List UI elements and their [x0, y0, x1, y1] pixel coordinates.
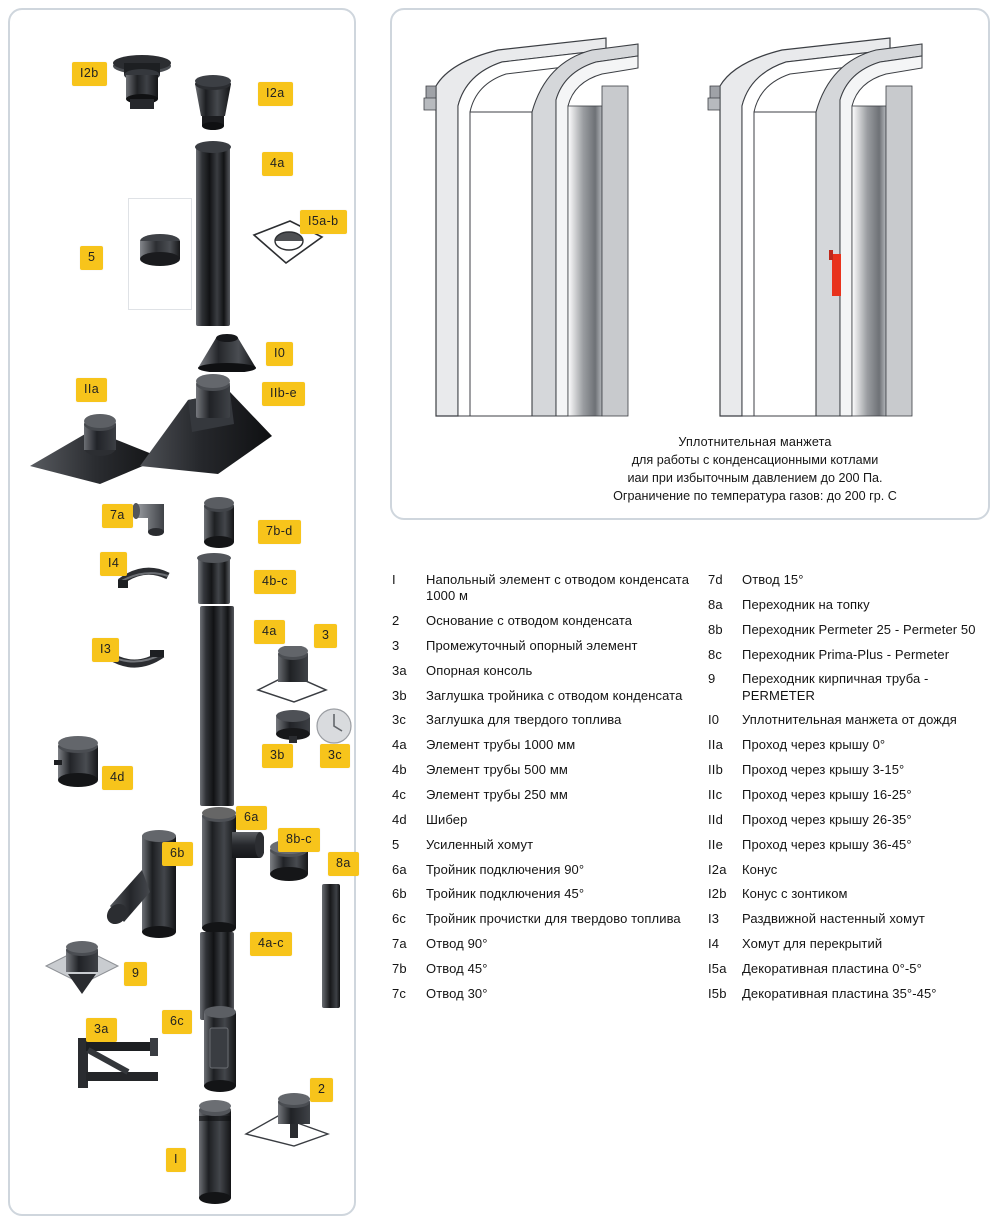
legend-item — [388, 886, 708, 902]
legend-code: 4a — [392, 737, 407, 753]
tag-12a: I2a — [258, 82, 293, 106]
legend-item — [704, 762, 1000, 778]
legend-code: I5b — [708, 985, 727, 1001]
legend-label: Заглушка для твердого топлива — [426, 712, 622, 728]
sealing-collar-highlight — [832, 254, 841, 296]
legend-item — [704, 712, 1000, 728]
tag-7b-d: 7b-d — [258, 520, 301, 544]
part-graphic-4d-damper — [52, 736, 104, 792]
legend-code: I0 — [708, 712, 720, 728]
legend-label: Хомут для перекрытий — [742, 936, 883, 952]
legend-item — [704, 986, 1000, 1002]
cutaway-diagram-right — [690, 26, 958, 426]
legend-code: 4d — [392, 811, 407, 827]
part-graphic-9-brick-adapter — [42, 936, 122, 998]
legend-code: 8c — [708, 646, 723, 662]
part-graphic-10-rain-collar — [190, 332, 264, 372]
legend-code: 4c — [392, 787, 407, 802]
legend-code: IIe — [708, 836, 724, 852]
legend-item — [704, 961, 1000, 977]
legend-label: Промежуточный опорный элемент — [426, 637, 638, 653]
part-graphic-12b-cone-with-umbrella — [110, 52, 174, 114]
tag-4a-mid: 4a — [254, 620, 285, 644]
legend-item — [388, 911, 708, 927]
legend-label-sub: 1000 м — [426, 588, 469, 604]
legend-column-left — [388, 572, 708, 1011]
tag-3c: 3c — [320, 744, 350, 768]
legend-item — [388, 688, 708, 704]
legend-label: Отвод 30° — [426, 985, 488, 1001]
legend-item — [388, 986, 708, 1002]
legend-label: Отвод 90° — [426, 936, 488, 952]
caption-line-4: Ограничение по температура газов: до 200 гр. С — [613, 488, 897, 503]
legend-item — [388, 638, 708, 654]
legend-label: Элемент трубы 1000 мм — [426, 737, 576, 753]
legend-code: 3 — [392, 637, 400, 653]
part-graphic-8a-furnace-adapter — [322, 884, 340, 1008]
legend-code: 8a — [708, 596, 723, 612]
legend-code: 7c — [392, 985, 407, 1001]
legend-item — [388, 663, 708, 679]
legend-code: 3c — [392, 712, 407, 728]
part-graphic-7b-d-elbows — [196, 496, 242, 548]
legend-item — [704, 911, 1000, 927]
legend-item — [704, 647, 1000, 663]
legend-item — [704, 671, 1000, 704]
legend-label: Проход через крышу 36-45° — [742, 836, 912, 852]
legend-label: Переходник на топку — [742, 596, 870, 612]
legend-code: 3a — [392, 662, 407, 678]
legend-item — [388, 572, 708, 605]
part-graphic-6c-cleaning-tee — [198, 1004, 242, 1094]
legend-label: Переходник кирпичная труба - PERMETER — [742, 671, 929, 703]
legend-code: 6b — [392, 886, 407, 902]
legend-item — [704, 597, 1000, 613]
legend — [388, 572, 996, 1001]
legend-code: I4 — [708, 936, 720, 952]
legend-label: Конус с зонтиком — [742, 886, 848, 902]
part-graphic-3-support — [256, 646, 328, 704]
legend-column-right — [704, 572, 1000, 1011]
part-graphic-1-floor-element — [192, 1096, 238, 1206]
legend-label — [426, 572, 708, 605]
tag-15a-b: I5a-b — [300, 210, 347, 234]
tag-4d: 4d — [102, 766, 133, 790]
legend-label: Проход через крышу 0° — [742, 737, 886, 753]
legend-code: 7a — [392, 936, 407, 952]
legend-code: 4b — [392, 762, 407, 778]
legend-label: Тройник прочистки для твердово топлива — [426, 911, 681, 927]
legend-item — [704, 936, 1000, 952]
tag-5: 5 — [80, 246, 103, 270]
legend-label: Уплотнительная манжета от дождя — [742, 712, 957, 728]
legend-item — [388, 762, 708, 778]
legend-label: Декоративная пластина 0°-5° — [742, 960, 922, 976]
legend-code: 6a — [392, 861, 407, 877]
legend-item — [704, 837, 1000, 853]
legend-label: Конус — [742, 861, 778, 877]
legend-code: I5a — [708, 960, 727, 976]
part-graphic-12a-cone — [189, 72, 237, 130]
part-graphic-5-clamp — [134, 232, 186, 270]
legend-code: I — [392, 572, 396, 587]
legend-label: Переходник Permeter 25 - Permeter 50 — [742, 621, 976, 637]
tag-4a-top: 4a — [262, 152, 293, 176]
sealing-collar-detail-panel — [390, 8, 990, 520]
legend-code: 2 — [392, 613, 400, 629]
legend-code: 9 — [708, 671, 716, 687]
legend-item — [388, 712, 708, 728]
legend-label: Элемент трубы 250 мм — [426, 787, 568, 802]
tag-6a: 6a — [236, 806, 267, 830]
tag-2: 2 — [310, 1078, 333, 1102]
legend-code: 3b — [392, 687, 407, 703]
tag-6b: 6b — [162, 842, 193, 866]
legend-label: Раздвижной настенный хомут — [742, 911, 925, 927]
exploded-view-panel — [8, 8, 356, 1216]
part-graphic-4b-c-pipe — [198, 558, 230, 604]
legend-label: Проход через крышу 26-35° — [742, 811, 912, 827]
tag-8a: 8a — [328, 852, 359, 876]
caption-line-2: для работы с конденсационными котлами — [631, 452, 879, 467]
legend-label: Шибер — [426, 811, 468, 827]
legend-code: 8b — [708, 621, 723, 637]
legend-code: 5 — [392, 836, 400, 852]
legend-item — [704, 812, 1000, 828]
caption-line-3: иаи при избыточным давлением до 200 Па. — [627, 470, 883, 485]
legend-code: IIb — [708, 762, 724, 778]
tag-8b-c: 8b-c — [278, 828, 320, 852]
legend-item — [388, 613, 708, 629]
legend-label: Переходник Prima-Plus - Permeter — [742, 646, 950, 662]
tag-4a-c: 4a-c — [250, 932, 292, 956]
legend-label: Декоративная пластина 35°-45° — [742, 985, 937, 1001]
legend-item — [388, 837, 708, 853]
part-graphic-3c-solid-fuel-cap — [314, 706, 354, 746]
legend-item — [704, 862, 1000, 878]
part-graphic-11b-e-roof-pass-sloped — [134, 370, 278, 480]
tag-4b-c: 4b-c — [254, 570, 296, 594]
legend-item — [388, 862, 708, 878]
legend-item — [388, 961, 708, 977]
tag-3b: 3b — [262, 744, 293, 768]
legend-label: Отвод 15° — [742, 572, 804, 587]
legend-item — [704, 886, 1000, 902]
legend-label: Отвод 45° — [426, 960, 488, 976]
part-graphic-7a-elbow-90 — [128, 494, 186, 540]
legend-item — [388, 737, 708, 753]
legend-label: Заглушка тройника с отводом конденсата — [426, 687, 683, 703]
legend-item — [388, 812, 708, 828]
tag-12b: I2b — [72, 62, 107, 86]
legend-item — [704, 572, 1000, 588]
legend-label: Основание с отводом конденсата — [426, 613, 633, 629]
part-graphic-4b-c-collar — [195, 552, 233, 564]
legend-label: Опорная консоль — [426, 662, 533, 678]
tag-1: I — [166, 1148, 186, 1172]
legend-code: I3 — [708, 911, 720, 927]
legend-code: 7d — [708, 572, 723, 587]
legend-item — [388, 787, 708, 803]
cutaway-diagram-left — [406, 26, 666, 426]
tag-11b-e: IIb-e — [262, 382, 305, 406]
tag-14: I4 — [100, 552, 127, 576]
legend-code: IIc — [708, 787, 723, 802]
part-graphic-4a-pipe-top-collar — [193, 140, 233, 154]
tag-11a: IIa — [76, 378, 107, 402]
legend-code: IId — [708, 811, 724, 827]
tag-13: I3 — [92, 638, 119, 662]
legend-label: Тройник подключения 45° — [426, 886, 585, 902]
tag-9: 9 — [124, 962, 147, 986]
tag-6c: 6c — [162, 1010, 192, 1034]
part-graphic-3b-tee-cap — [268, 708, 320, 744]
legend-item — [704, 622, 1000, 638]
legend-code: I2a — [708, 861, 727, 877]
legend-code: IIa — [708, 737, 724, 753]
legend-item — [704, 787, 1000, 803]
legend-label: Проход через крышу 3-15° — [742, 762, 905, 778]
part-graphic-4a-pipe-top — [196, 146, 230, 326]
legend-label: Усиленный хомут — [426, 836, 534, 852]
tag-3a: 3a — [86, 1018, 117, 1042]
part-graphic-4a-pipe-mid — [200, 606, 234, 806]
legend-label: Тройник подключения 90° — [426, 861, 585, 877]
legend-label: Элемент трубы 500 мм — [426, 762, 568, 778]
caption-line-1: Уплотнительная манжета — [678, 435, 832, 449]
legend-label: Проход через крышу 16-25° — [742, 787, 912, 802]
tag-7a: 7a — [102, 504, 133, 528]
legend-label-main: Напольный элемент с отводом конденсата — [426, 572, 690, 587]
tag-10: I0 — [266, 342, 293, 366]
tag-3: 3 — [314, 624, 337, 648]
legend-item — [388, 936, 708, 952]
sealing-collar-caption — [530, 434, 980, 506]
legend-code: 7b — [392, 960, 407, 976]
legend-code: 6c — [392, 911, 407, 927]
legend-item — [704, 737, 1000, 753]
legend-code: I2b — [708, 886, 727, 902]
